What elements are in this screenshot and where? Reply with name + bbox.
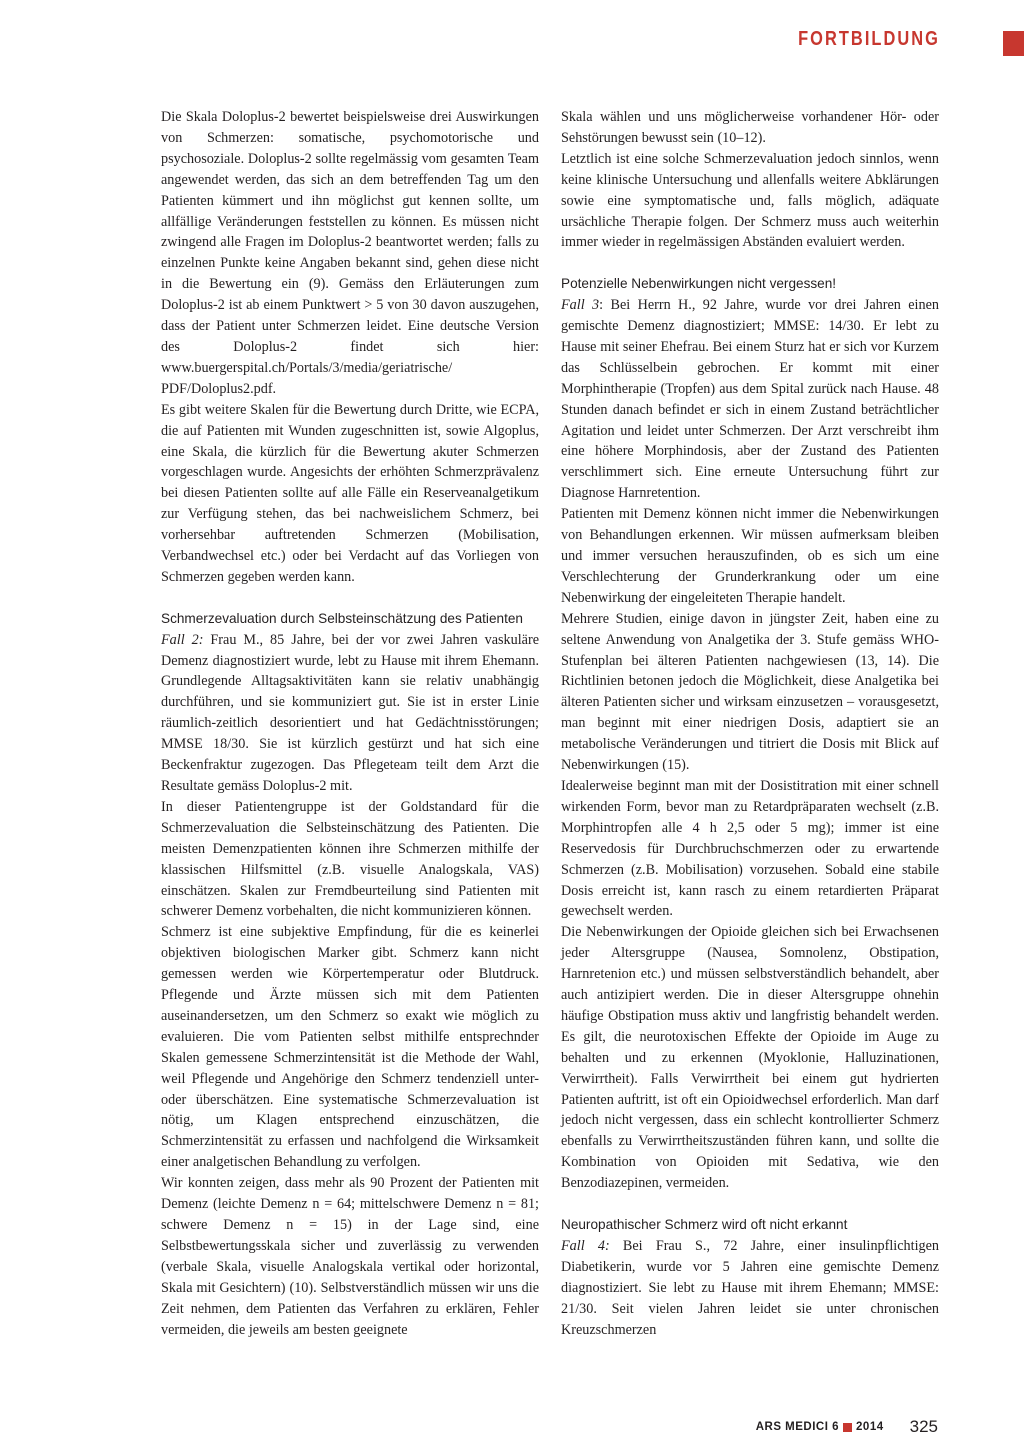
case-label: Fall 4: — [561, 1237, 610, 1254]
corner-accent-block — [1003, 31, 1024, 56]
case-text: : Bei Herrn H., 92 Jahre, wurde vor drei Jahren einen gemischte Demenz diagnostiziert; MMSE: 14/30. Er lebt zu Hause mit seiner Ehefrau. Bei einem Sturz hat er sich vor Kurzem das Schlüsselbein gebrochen. Er kommt mit einer Morphintherapie (Tropfen) aus dem Spital zurück nach Hause. 48 Stunden danach befindet er sich in einem Zustand beträchtlicher Agitation und leidet unter Schmerzen. Der Arzt verschreibt ihm eine höhere Morphindosis, aber der Zustand des Patienten verschlimmert sich. Eine erneute Untersuchung führt zur Diagnose Harnretention. — [561, 297, 939, 502]
footer-square-icon — [843, 1423, 852, 1432]
paragraph: Letztlich ist eine solche Schmerzevaluation jedoch sinnlos, wenn keine klinische Untersuchung und allenfalls weitere Abklärungen sowie eine symptomatische und, falls möglich, adäquate ursächliche Therapie folgen. Der Schmerz muss auch weiterhin immer wieder in regelmässigen Abständen evaluiert werden. — [561, 150, 939, 251]
left-column — [161, 107, 539, 1340]
paragraph: Schmerz ist eine subjektive Empfindung, für die es keinerlei objektiven biologischen Marker gibt. Schmerz kann nicht gemessen werden wie Körpertemperatur oder Blutdruck. Pflegende und Ärzte müssen sich mit dem Patienten auseinandersetzen, um den Schmerz so exakt wie möglich zu evaluieren. Die vom Patienten selbst mithilfe entsprechnder Skalen gemessene Schmerzintensität ist die Methode der Wahl, weil Pflegende und Angehörige den Schmerz tendenziell unter- oder überschätzen. Eine systematische Schmerzevaluation ist nötig, um Klagen entsprechend einzuschätzen, die Schmerzintensität zu erfassen und nachfolgend die Wirksamkeit einer analgetischen Behandlung zu verfolgen. — [161, 924, 539, 1171]
paragraph: Die Nebenwirkungen der Opioide gleichen sich bei Erwachsenen jeder Altersgruppe (Nausea, Somnolenz, Obstipation, Harnretenion etc.) und müssen selbstverständlich behandelt, aber auch antizipiert werden. Die in dieser Altersgruppe ohnehin häufige Obstipation muss aktiv und langfristig behandelt werden. Es gilt, die neurotoxischen Effekte der Opioide im Auge zu behalten und zu erkennen (Myoklonie, Halluzinationen, Verwirrtheit). Falls Verwirrtheit bei einem gut hydrierten Patienten auftritt, ist oft ein Opioidwechsel erforderlich. Man darf jedoch nicht vergessen, dass ein schlecht kontrollierter Schmerz ebenfalls zu Verwirrtheitszuständen führen kann, und sollte die Kombination von Opioiden mit Sedativa, wie den Benzodiazepinen, vermeiden. — [561, 924, 939, 1192]
case-text: Frau M., 85 Jahre, bei der vor zwei Jahren vaskuläre Demenz diagnostiziert wurde, lebt zu Hause mit ihrem Ehemann. Grundlegende Alltagsaktivitäten kann sie relativ unabhängig durchführen, und sie kommuniziert gut. Sie ist in erster Linie räumlich-zeitlich desorientiert und hat Gedächtnisstörungen; MMSE 18/30. Sie ist kürzlich gestürzt und hat sich eine Beckenfraktur zugezogen. Das Pflegeteam teilt dem Arzt die Resultate gemäss Doloplus-2 mit. — [161, 631, 539, 794]
paragraph: Skala wählen und uns möglicherweise vorhandener Hör- oder Sehstörungen bewusst sein (10–12). — [561, 109, 939, 146]
case-paragraph — [161, 630, 539, 797]
section-label: FORTBILDUNG — [798, 28, 940, 50]
case-paragraph — [561, 295, 939, 504]
case-label: Fall 2: — [161, 631, 204, 648]
section-heading: Neuropathischer Schmerz wird oft nicht erkannt — [561, 1217, 848, 1232]
case-label: Fall 3 — [561, 297, 600, 314]
issue-year: 2014 — [856, 1421, 884, 1433]
spacer — [561, 1194, 939, 1215]
paragraph: Die Skala Doloplus-2 bewertet beispielsweise drei Auswirkungen von Schmerzen: somatische, psychomotorische und psychosoziale. Doloplus-2 sollte regelmässig vom gesamten Team angewendet werden, das sich an dem betreffenden Tag um den Patienten kümmert und ihn möglichst gut kennen sollte, um allfällige Veränderungen feststellen zu können. Es müssen nicht zwingend alle Fragen im Doloplus-2 beantwortet werden; falls zu einzelnen Punkte keine Angaben bekannt sind, gehen diese nicht in die Bewertung ein (9). Gemäss den Erläuterungen zum Doloplus-2 ist ab einem Punktwert > 5 von 30 davon auszugehen, dass der Patient unter Schmerzen leidet. Eine deutsche Version des Doloplus-2 findet sich hier: www.buergerspital.ch/Portals/3/media/geriatrische/ PDF/Doloplus2.pdf. — [161, 109, 539, 397]
case-text: Bei Frau S., 72 Jahre, einer insulinpflichtigen Diabetikerin, wurde vor 5 Jahren eine gemischte Demenz diagnostiziert. Sie lebt zu Hause mit ihrem Ehemann; MMSE: 21/30. Seit vielen Jahren leidet sie unter chronischen Kreuzschmerzen — [561, 1237, 939, 1338]
paragraph: Es gibt weitere Skalen für die Bewertung durch Dritte, wie ECPA, die auf Patienten mit Wunden zugeschnitten ist, sowie Algoplus, eine Skala, die kürzlich für die Bewertung akuter Schmerzen vorgeschlagen wurde. Angesichts der erhöhten Schmerzprävalenz bei diesen Patienten sollte auf alle Fälle ein Reserveanalgetikum zur Verfügung stehen, das bei nachweislichem Schmerz, bei vorhersehbar auftretenden Schmerzen (Mobilisation, Verbandwechsel etc.) oder bei Verdacht auf das Vorliegen von Schmerzen gegeben werden kann. — [161, 401, 539, 585]
page-footer — [700, 1416, 938, 1438]
paragraph: Wir konnten zeigen, dass mehr als 90 Prozent der Patienten mit Demenz (leichte Demenz n = 64; mittelschwere Demenz n = 81; schwere Demenz n = 15) in der Lage sind, eine Selbstbewertungsskala sicher und zuverlässig zu verwenden (verbale Skala, visuelle Analogskala vertikal oder horizontal, Skala mit Gesichtern) (10). Selbstverständlich müssen wir uns die Zeit nehmen, dem Patienten das Verfahren zu erklären, Fehler vermeiden, die jeweils am besten geeignete — [161, 1175, 539, 1338]
page-number: 325 — [909, 1417, 938, 1436]
spacer — [561, 253, 939, 274]
case-paragraph — [561, 1236, 939, 1341]
paragraph: In dieser Patientengruppe ist der Goldstandard für die Schmerzevaluation die Selbsteinschätzung des Patienten. Die meisten Demenzpatienten können ihre Schmerzen mithilfe der klassischen Hilfsmittel (z.B. visuelle Analogskala, VAS) einschätzen. Skalen zur Fremdbeurteilung sind Patienten mit schwerer Demenz vorbehalten, die nicht kommunizieren können. — [161, 798, 539, 920]
section-heading: Potenzielle Nebenwirkungen nicht vergessen! — [561, 276, 837, 292]
journal-name: ARS MEDICI 6 — [755, 1421, 840, 1433]
paragraph: Patienten mit Demenz können nicht immer die Nebenwirkungen von Behandlungen erkennen. Wir müssen aufmerksam bleiben und immer versuchen herauszufinden, ob es sich um eine Verschlechterung der Grunderkrankung oder um eine Nebenwirkung der eingeleiteten Therapie handelt. — [561, 506, 939, 606]
right-column — [561, 107, 939, 1340]
paragraph: Idealerweise beginnt man mit der Dosistitration mit einer schnell wirkenden Form, bevor man zu Retardpräparaten wechselt (z.B. Morphintropfen alle 4 h 2,5 oder 5 mg); immer ist eine Reservedosis für Durchbruchschmerzen oder zu erwartende Schmerzen (z.B. Mobilisation) vorzusehen. Sobald eine stabile Dosis erreicht ist, kann rasch zu einem retardierten Präparat gewechselt werden. — [561, 777, 939, 920]
spacer — [161, 588, 539, 609]
paragraph: Mehrere Studien, einige davon in jüngster Zeit, haben eine zu seltene Anwendung von Analgetika der 3. Stufe gemäss WHO-Stufenplan bei älteren Patienten nachgewiesen (13, 14). Die Richtlinien betonen jedoch die Möglichkeit, diese Analgetika bei älteren Patienten sicher und wirksam einzusetzen – vorausgesetzt, man beginnt mit einer niedrigen Dosis, adaptiert sie an metabolische Veränderungen und titriert die Dosis mit Blick auf Nebenwirkungen (15). — [561, 610, 939, 774]
section-heading: Schmerzevaluation durch Selbsteinschätzung des Patienten — [161, 610, 523, 626]
